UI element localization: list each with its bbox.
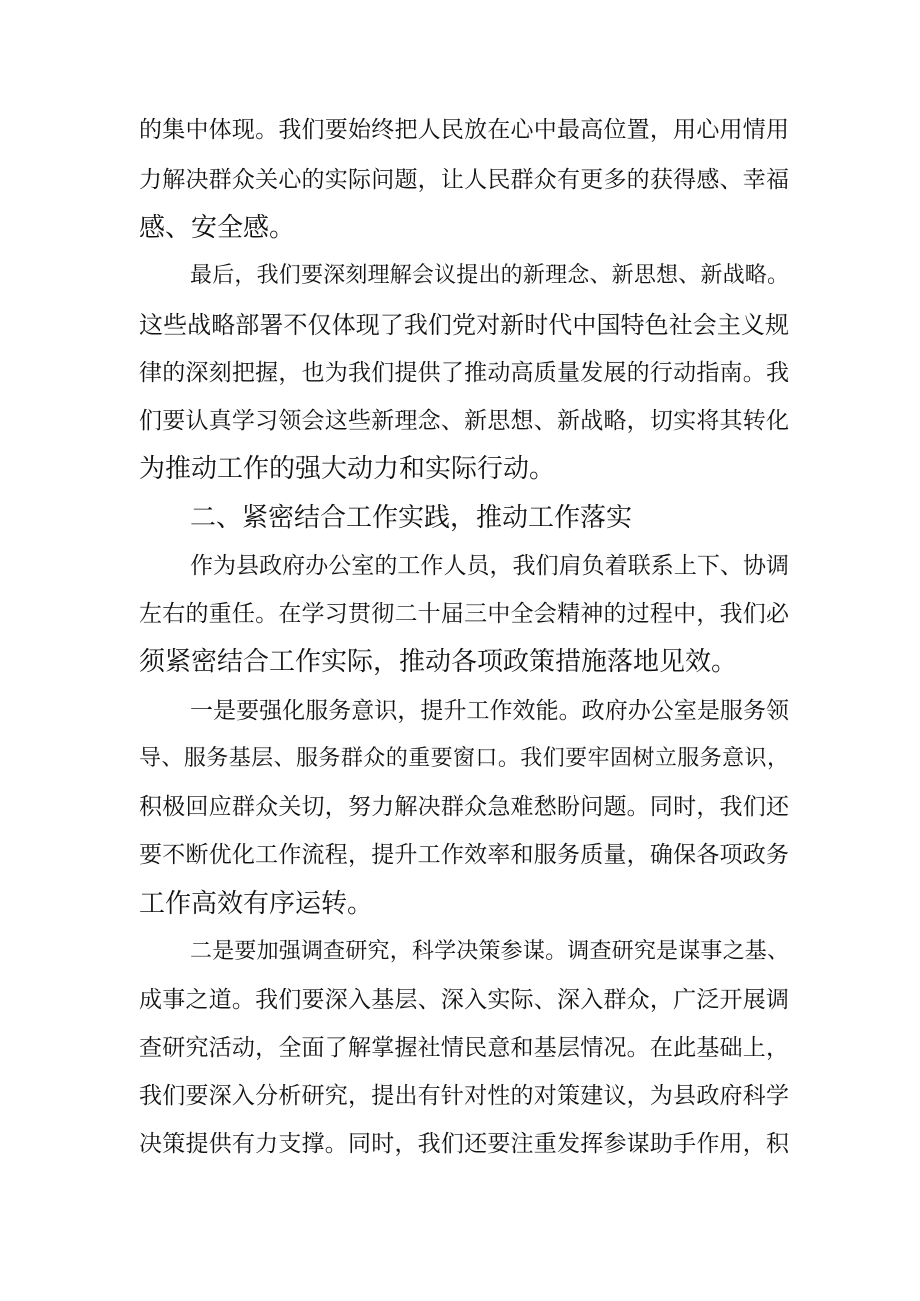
text-line: 力解决群众关心的实际问题，让人民群众有更多的获得感、幸福 — [139, 167, 789, 193]
text-line: 查研究活动，全面了解掌握社情民意和基层情况。在此基础上， — [139, 1035, 789, 1061]
text-line: 导、服务基层、服务群众的重要窗口。我们要牢固树立服务意识， — [139, 746, 789, 771]
text-line: 我们要深入分析研究，提出有针对性的对策建议，为县政府科学 — [139, 1083, 789, 1109]
text-line: 为推动工作的强大动力和实际行动。 — [139, 454, 556, 484]
text-line: 须紧密结合工作实际，推动各项政策措施落地见效。 — [139, 647, 738, 677]
text-line: 工作高效有序运转。 — [139, 889, 374, 919]
text-line: 们要认真学习领会这些新理念、新思想、新战略，切实将其转化 — [139, 408, 789, 434]
section-heading: 二、紧密结合工作实践，推动工作落实 — [190, 503, 633, 533]
text-line: 最后，我们要深刻理解会议提出的新理念、新思想、新战略。 — [190, 263, 789, 288]
text-line: 决策提供有力支撑。同时，我们还要注重发挥参谋助手作用，积 — [139, 1131, 789, 1157]
text-line: 律的深刻把握，也为我们提供了推动高质量发展的行动指南。我 — [139, 360, 789, 386]
text-line: 作为县政府办公室的工作人员，我们肩负着联系上下、协调 — [190, 553, 789, 579]
text-line: 一是要强化服务意识，提升工作效能。政府办公室是服务领 — [190, 698, 789, 724]
text-line: 这些战略部署不仅体现了我们党对新时代中国特色社会主义规 — [139, 311, 789, 339]
text-line: 的集中体现。我们要始终把人民放在心中最高位置，用心用情用 — [139, 117, 789, 143]
text-line: 感、安全感。 — [139, 213, 296, 243]
text-line: 成事之道。我们要深入基层、深入实际、深入群众，广泛开展调 — [139, 987, 789, 1013]
text-line: 左右的重任。在学习贯彻二十届三中全会精神的过程中，我们必 — [139, 601, 789, 627]
text-line: 积极回应群众关切，努力解决群众急难愁盼问题。同时，我们还 — [139, 794, 789, 820]
text-line: 二是要加强调查研究，科学决策参谋。调查研究是谋事之基、 — [190, 939, 789, 964]
text-line: 要不断优化工作流程，提升工作效率和服务质量，确保各项政务 — [139, 842, 789, 868]
